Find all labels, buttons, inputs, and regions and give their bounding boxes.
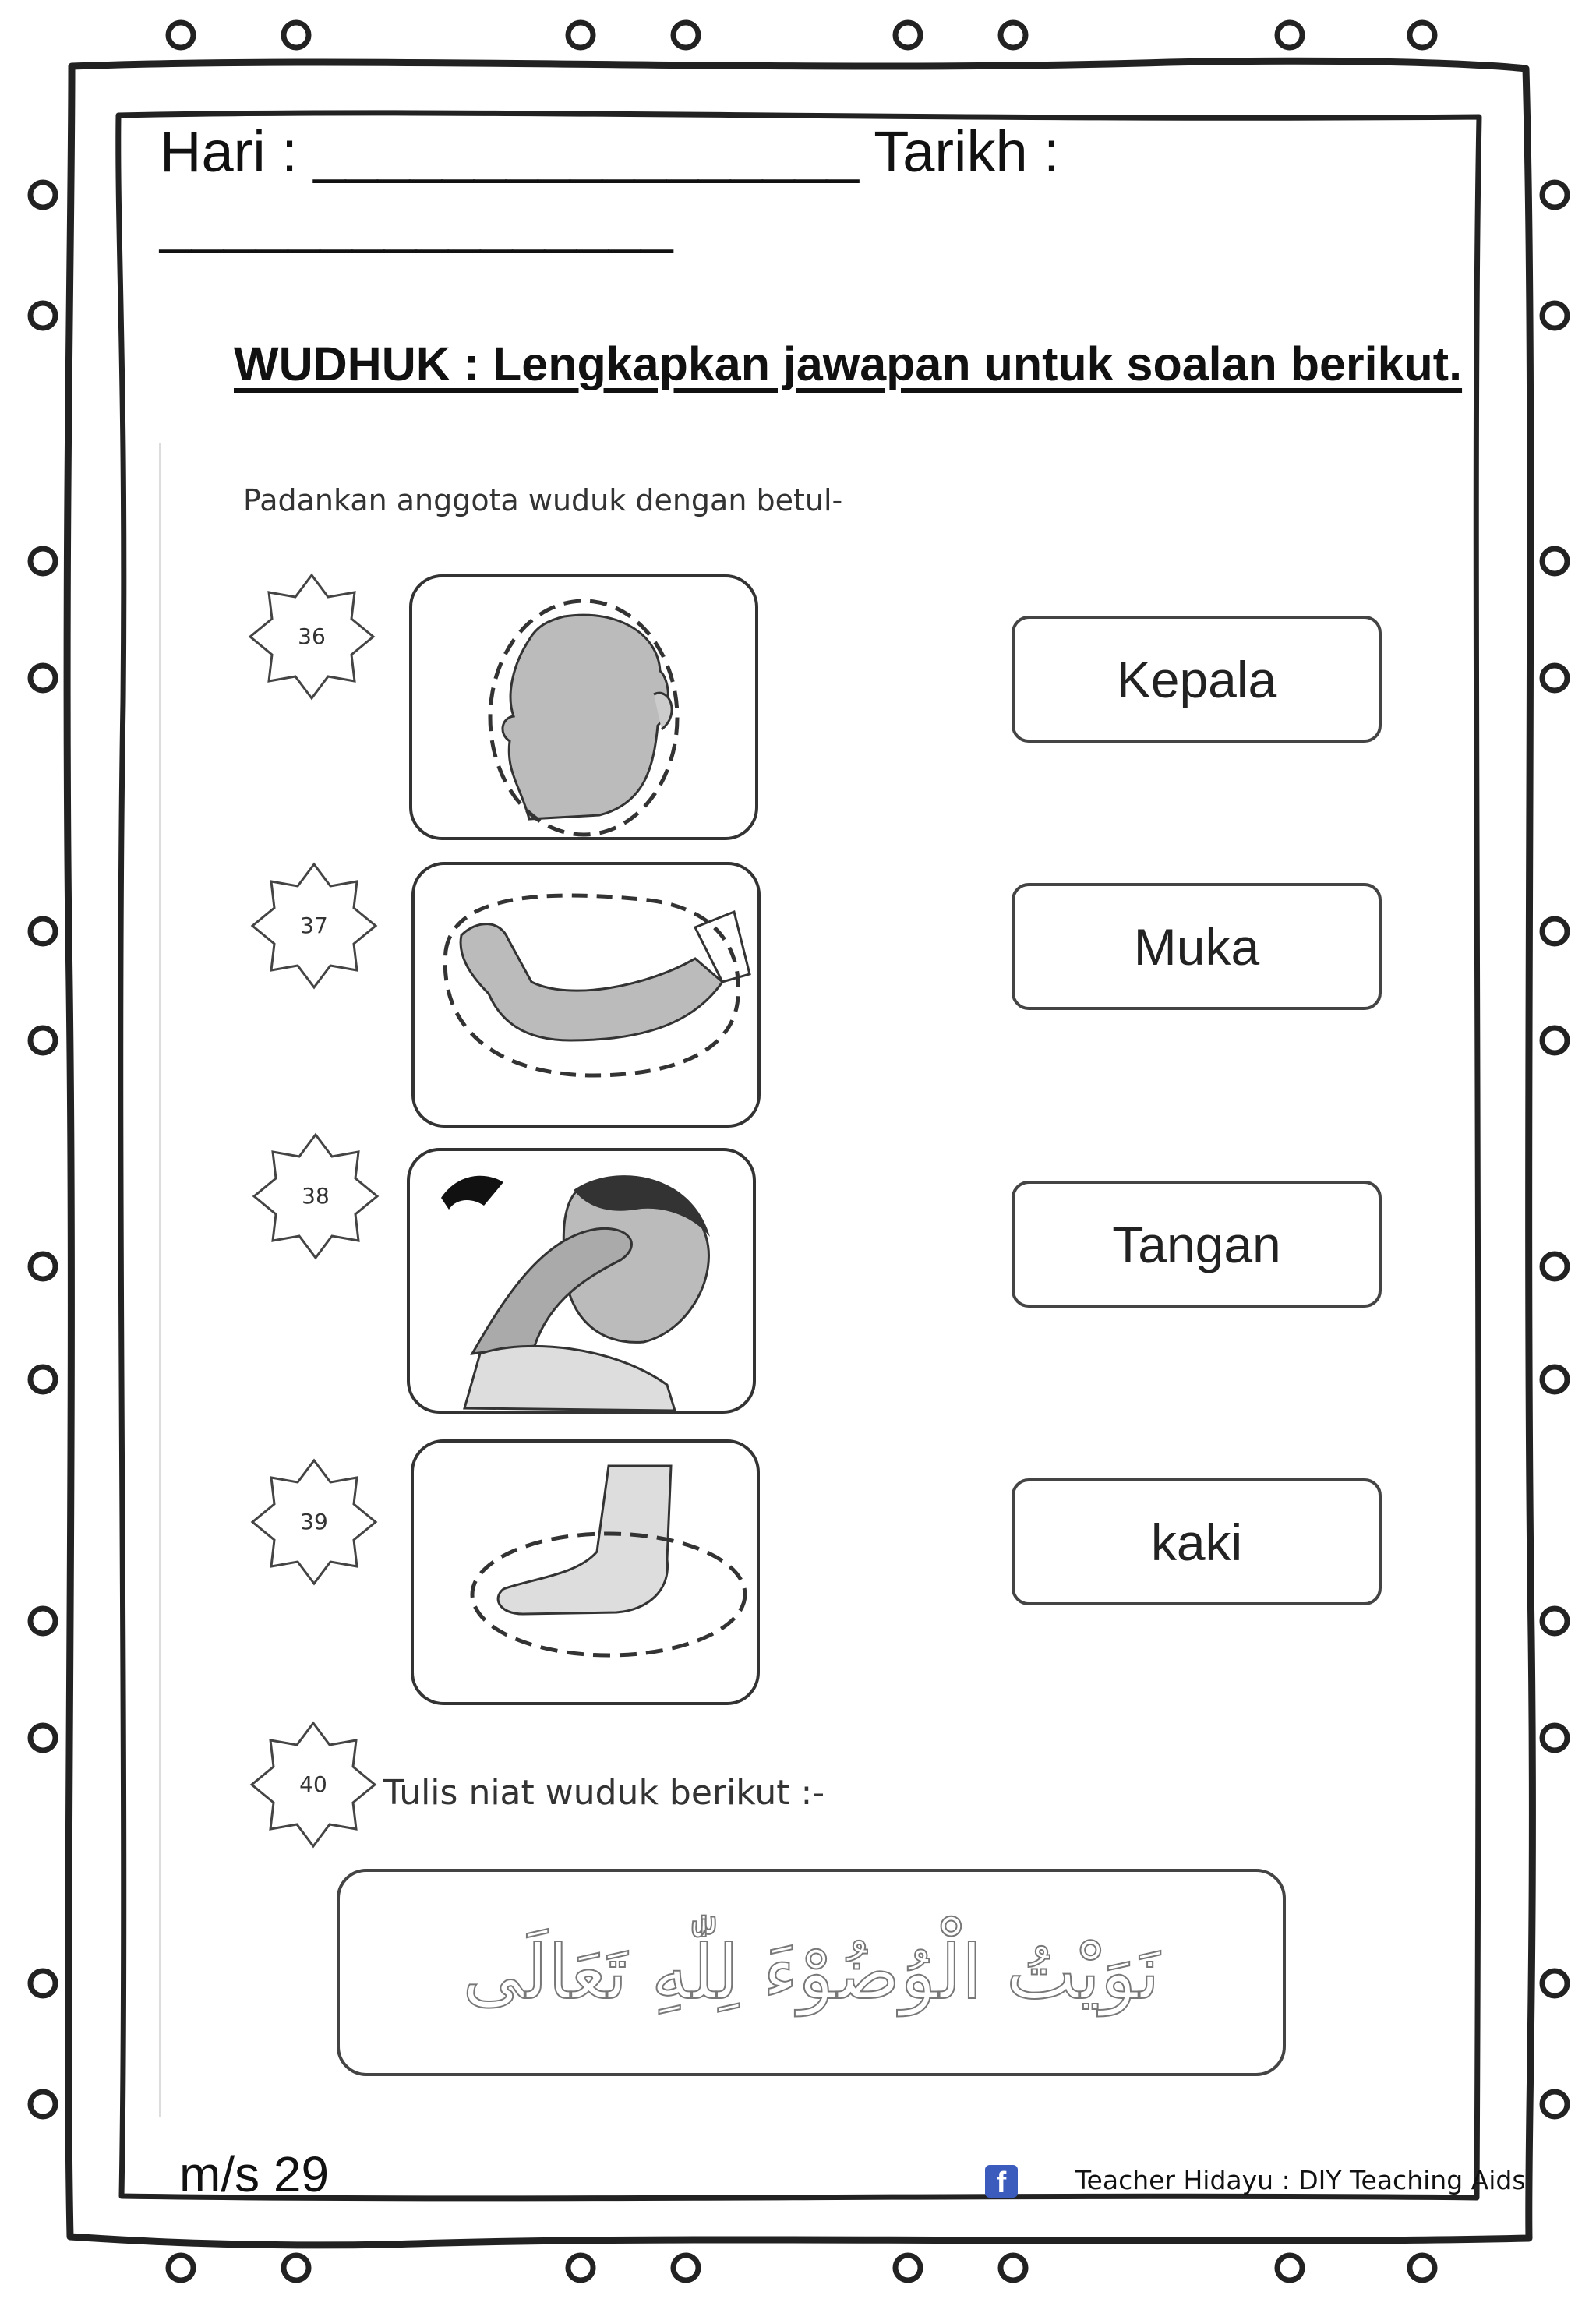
- niat-tracing-box[interactable]: [337, 1869, 1286, 2076]
- question-40-prompt: Tulis niat wuduk berikut :-: [383, 1773, 825, 1813]
- credit-text: Teacher Hidayu : DIY Teaching Aids: [1075, 2165, 1526, 2195]
- question-number-badge: 40: [247, 1718, 380, 1851]
- page-number: m/s 29: [179, 2146, 330, 2202]
- niat-arabic-tracing-text: نَوَيْتُ الْوُضُوْءَ لِلّٰهِ تَعَالَى: [462, 1929, 1160, 2016]
- scan-edge-rule: [159, 443, 161, 2117]
- arm-wash-illustration: [411, 862, 761, 1128]
- answer-label-box[interactable]: Kepala: [1012, 616, 1382, 743]
- question-number-badge: 36: [245, 570, 378, 703]
- answer-label-box[interactable]: Tangan: [1012, 1181, 1382, 1308]
- head-wipe-illustration: [407, 1148, 756, 1414]
- day-date-line: Hari : _________________ Tarikh :: [160, 119, 1060, 184]
- answer-label-box[interactable]: Muka: [1012, 883, 1382, 1010]
- date-blank-line: ________________: [160, 189, 673, 254]
- answer-label-box[interactable]: kaki: [1012, 1478, 1382, 1605]
- worksheet-title: WUDHUK : Lengkapkan jawapan untuk soalan berikut.: [234, 337, 1463, 390]
- matching-instruction: Padankan anggota wuduk dengan betul-: [243, 483, 843, 517]
- question-number-badge: 39: [248, 1456, 380, 1588]
- facebook-icon: f: [985, 2165, 1018, 2198]
- foot-wash-illustration: [411, 1439, 760, 1705]
- question-number-badge: 38: [249, 1130, 382, 1262]
- face-wash-illustration: [409, 574, 758, 840]
- question-number-badge: 37: [248, 860, 380, 992]
